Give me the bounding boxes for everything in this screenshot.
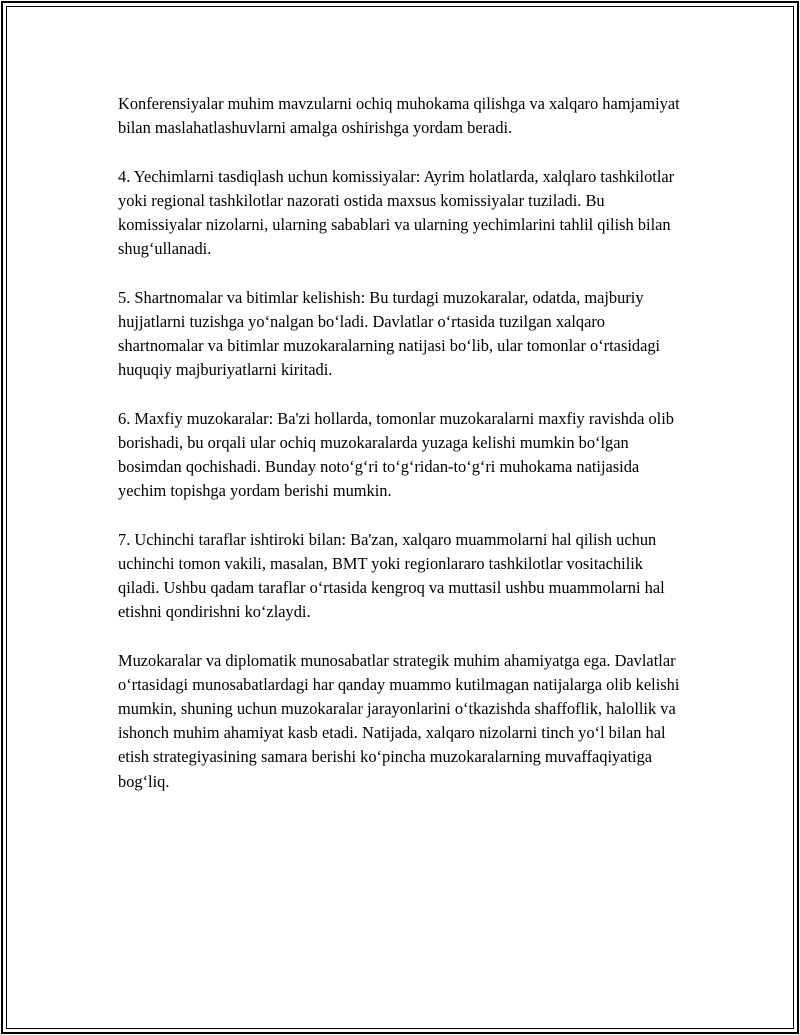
paragraph-item-6: 6. Maxfiy muzokaralar: Ba'zi hollarda, tomonlar muzokaralarni maxfiy ravishda olib borishadi, bu orqali ular ochiq muzokaralarda yuzaga kelishi mumkin bo‘lgan bosimdan qochishadi. Bunday noto‘g‘ri to‘g‘ridan-to‘g‘ri muhokama natijasida yechim topishga yordam berishi mumkin. (118, 408, 674, 501)
paragraph-item-7: 7. Uchinchi taraflar ishtiroki bilan: Ba'zan, xalqaro muammolarni hal qilish uchun uchinchi tomon vakili, masalan, BMT yoki regionlararo tashkilotlar vositachilik qiladi. Ushbu qadam taraflar o‘rtasida kengroq va muttasil ushbu muammolarni hal etishni qondirishni ko‘zlaydi. (118, 529, 665, 622)
paragraph-item-5: 5. Shartnomalar va bitimlar kelishish: Bu turdagi muzokaralar, odatda, majburiy hujjatlarni tuzishga yo‘nalgan bo‘ladi. Davlatlar o‘rtasida tuzilgan xalqaro shartnomalar va bitimlar muzokaralarning natijasi bo‘lib, ular tomonlar o‘rtasidagi huquqiy majburiyatlarni kiritadi. (118, 287, 661, 380)
paragraph-item-4: 4. Yechimlarni tasdiqlash uchun komissiyalar: Ayrim holatlarda, xalqlaro tashkilotlar yoki regional tashkilotlar nazorati ostida maxsus komissiyalar tuziladi. Bu komissiyalar nizolarni, ularning sabablari va ularning yechimlarini tahlil qilish bilan shug‘ullanadi. (118, 166, 675, 259)
paragraph-intro: Konferensiyalar muhim mavzularni ochiq muhokama qilishga va xalqaro hamjamiyat bilan maslahatlashuvlarni amalga oshirishga yordam beradi. (118, 94, 680, 138)
paragraph-conclusion: Muzokaralar va diplomatik munosabatlar strategik muhim ahamiyatga ega. Davlatlar o‘rtasidagi munosabatlardagi har qanday muammo kutilmagan natijalarga olib kelishi mumkin, shuning uchun muzokaralar jarayonlarini o‘tkazishda shaffoflik, halollik va ishonch muhim ahamiyat kasb etadi. Natijada, xalqaro nizolarni tinch yo‘l bilan hal etish strategiyasining samara berishi ko‘pincha muzokaralarning muvaffaqiyatiga bog‘liq. (118, 650, 680, 791)
document-body (118, 92, 688, 794)
